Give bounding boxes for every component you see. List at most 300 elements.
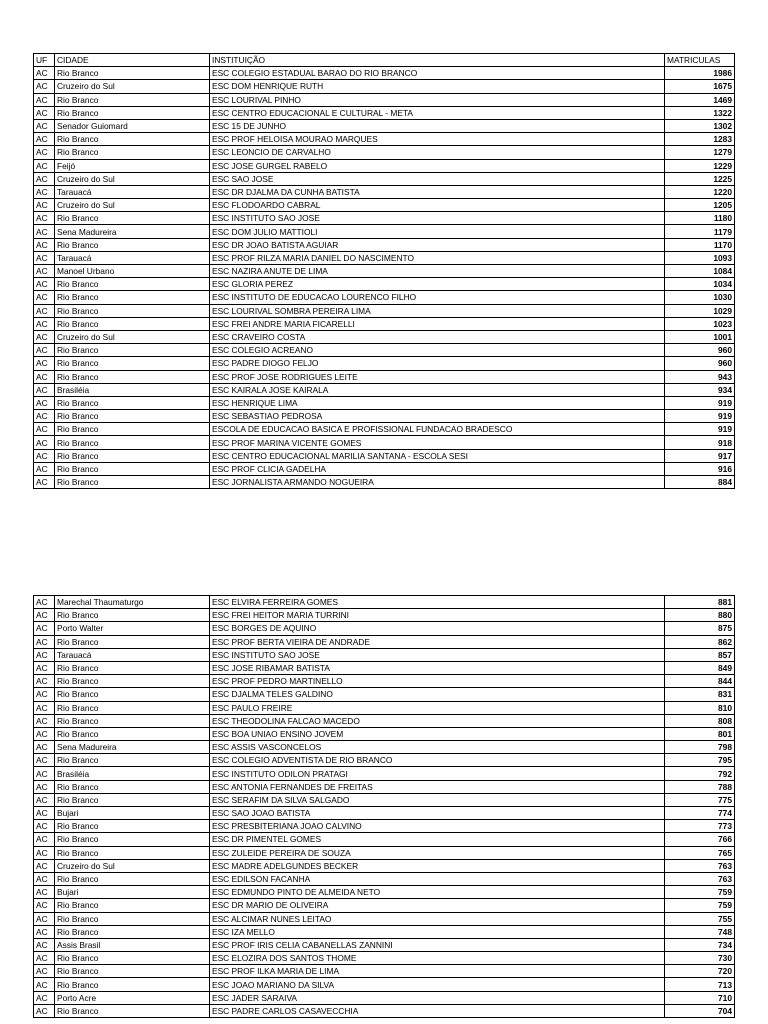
cell-matriculas: 934	[665, 383, 735, 396]
cell-cidade: Porto Walter	[55, 622, 210, 635]
cell-uf: AC	[34, 146, 55, 159]
cell-cidade: Rio Branco	[55, 714, 210, 727]
cell-instituicao: ESC BORGES DE AQUINO	[210, 622, 665, 635]
table-row	[34, 344, 735, 357]
cell-instituicao: ESC INSTITUTO SAO JOSE	[210, 212, 665, 225]
cell-matriculas: 1023	[665, 317, 735, 330]
cell-matriculas: 1322	[665, 106, 735, 119]
table-row	[34, 159, 735, 172]
cell-uf: AC	[34, 807, 55, 820]
cell-instituicao: ESC SAO JOSE	[210, 172, 665, 185]
cell-uf: AC	[34, 714, 55, 727]
table-row	[34, 396, 735, 409]
cell-matriculas: 763	[665, 859, 735, 872]
cell-matriculas: 748	[665, 925, 735, 938]
cell-instituicao: ESC CENTRO EDUCACIONAL MARILIA SANTANA - ESCOLA SESI	[210, 449, 665, 462]
cell-cidade: Rio Branco	[55, 291, 210, 304]
cell-cidade: Rio Branco	[55, 238, 210, 251]
cell-uf: AC	[34, 238, 55, 251]
cell-matriculas: 884	[665, 476, 735, 489]
cell-matriculas: 919	[665, 396, 735, 409]
cell-uf: AC	[34, 925, 55, 938]
cell-matriculas: 766	[665, 833, 735, 846]
cell-uf: AC	[34, 767, 55, 780]
cell-cidade: Cruzeiro do Sul	[55, 172, 210, 185]
cell-instituicao: ESC INSTITUTO DE EDUCACAO LOURENCO FILHO	[210, 291, 665, 304]
cell-uf: AC	[34, 859, 55, 872]
table-row	[34, 436, 735, 449]
table-row	[34, 106, 735, 119]
cell-matriculas: 763	[665, 872, 735, 885]
table-row	[34, 410, 735, 423]
cell-matriculas: 710	[665, 991, 735, 1004]
cell-uf: AC	[34, 648, 55, 661]
cell-matriculas: 759	[665, 886, 735, 899]
cell-matriculas: 1205	[665, 199, 735, 212]
cell-cidade: Porto Acre	[55, 991, 210, 1004]
cell-matriculas: 775	[665, 793, 735, 806]
cell-instituicao: ESC INSTITUTO ODILON PRATAGI	[210, 767, 665, 780]
cell-matriculas: 849	[665, 661, 735, 674]
cell-cidade: Marechal Thaumaturgo	[55, 596, 210, 609]
cell-cidade: Rio Branco	[55, 661, 210, 674]
cell-cidade: Rio Branco	[55, 912, 210, 925]
cell-matriculas: 1093	[665, 251, 735, 264]
cell-instituicao: ESC PROF HELOISA MOURAO MARQUES	[210, 133, 665, 146]
cell-cidade: Rio Branco	[55, 278, 210, 291]
cell-matriculas: 1229	[665, 159, 735, 172]
cell-instituicao: ESC ASSIS VASCONCELOS	[210, 741, 665, 754]
table-row	[34, 886, 735, 899]
cell-cidade: Rio Branco	[55, 635, 210, 648]
table-row	[34, 212, 735, 225]
cell-cidade: Rio Branco	[55, 675, 210, 688]
cell-uf: AC	[34, 383, 55, 396]
cell-uf: AC	[34, 462, 55, 475]
cell-uf: AC	[34, 886, 55, 899]
cell-instituicao: ESC PROF ILKA MARIA DE LIMA	[210, 965, 665, 978]
cell-matriculas: 1170	[665, 238, 735, 251]
cell-cidade: Brasiléia	[55, 767, 210, 780]
table-row	[34, 251, 735, 264]
cell-instituicao: ESC PROF BERTA VIEIRA DE ANDRADE	[210, 635, 665, 648]
cell-cidade: Senador Guiomard	[55, 119, 210, 132]
cell-instituicao: ESC LEONCIO DE CARVALHO	[210, 146, 665, 159]
cell-uf: AC	[34, 741, 55, 754]
table-row	[34, 820, 735, 833]
header-instituicao: INSTITUIÇÃO	[210, 54, 665, 67]
cell-uf: AC	[34, 423, 55, 436]
cell-uf: AC	[34, 225, 55, 238]
cell-uf: AC	[34, 291, 55, 304]
cell-uf: AC	[34, 833, 55, 846]
cell-cidade: Rio Branco	[55, 67, 210, 80]
cell-uf: AC	[34, 212, 55, 225]
cell-cidade: Rio Branco	[55, 423, 210, 436]
cell-cidade: Rio Branco	[55, 793, 210, 806]
table-row	[34, 199, 735, 212]
cell-cidade: Rio Branco	[55, 133, 210, 146]
cell-uf: AC	[34, 199, 55, 212]
cell-instituicao: ESC LOURIVAL SOMBRA PEREIRA LIMA	[210, 304, 665, 317]
cell-uf: AC	[34, 476, 55, 489]
header-uf: UF	[34, 54, 55, 67]
cell-matriculas: 1220	[665, 185, 735, 198]
cell-instituicao: ESC THEODOLINA FALCAO MACEDO	[210, 714, 665, 727]
header-cidade: CIDADE	[55, 54, 210, 67]
cell-uf: AC	[34, 661, 55, 674]
cell-instituicao: ESC COLEGIO ESTADUAL BARAO DO RIO BRANCO	[210, 67, 665, 80]
cell-instituicao: ESC CRAVEIRO COSTA	[210, 330, 665, 343]
cell-matriculas: 1084	[665, 265, 735, 278]
cell-matriculas: 1225	[665, 172, 735, 185]
table-row	[34, 278, 735, 291]
cell-cidade: Rio Branco	[55, 212, 210, 225]
cell-matriculas: 810	[665, 701, 735, 714]
table-row	[34, 449, 735, 462]
cell-matriculas: 713	[665, 978, 735, 991]
cell-instituicao: ESC INSTITUTO SAO JOSE	[210, 648, 665, 661]
cell-uf: AC	[34, 449, 55, 462]
cell-matriculas: 755	[665, 912, 735, 925]
cell-uf: AC	[34, 609, 55, 622]
cell-cidade: Rio Branco	[55, 106, 210, 119]
cell-uf: AC	[34, 304, 55, 317]
cell-instituicao: ESC PROF MARINA VICENTE GOMES	[210, 436, 665, 449]
cell-cidade: Rio Branco	[55, 436, 210, 449]
cell-matriculas: 759	[665, 899, 735, 912]
cell-cidade: Tarauacá	[55, 648, 210, 661]
cell-cidade: Rio Branco	[55, 93, 210, 106]
cell-matriculas: 765	[665, 846, 735, 859]
table-row	[34, 688, 735, 701]
cell-uf: AC	[34, 991, 55, 1004]
table-row	[34, 119, 735, 132]
table-row	[34, 462, 735, 475]
table-row	[34, 793, 735, 806]
cell-uf: AC	[34, 727, 55, 740]
cell-matriculas: 798	[665, 741, 735, 754]
cell-matriculas: 857	[665, 648, 735, 661]
table-row	[34, 978, 735, 991]
table-row	[34, 899, 735, 912]
cell-instituicao: ESC COLEGIO ACREANO	[210, 344, 665, 357]
table-row	[34, 370, 735, 383]
cell-matriculas: 1030	[665, 291, 735, 304]
cell-cidade: Rio Branco	[55, 872, 210, 885]
table-header-row	[34, 54, 735, 67]
cell-uf: AC	[34, 596, 55, 609]
cell-instituicao: ESC FREI HEITOR MARIA TURRINI	[210, 609, 665, 622]
table-row	[34, 780, 735, 793]
cell-matriculas: 943	[665, 370, 735, 383]
table-row	[34, 609, 735, 622]
cell-instituicao: ESC GLORIA PEREZ	[210, 278, 665, 291]
cell-matriculas: 720	[665, 965, 735, 978]
cell-cidade: Rio Branco	[55, 317, 210, 330]
cell-cidade: Rio Branco	[55, 476, 210, 489]
cell-cidade: Rio Branco	[55, 357, 210, 370]
cell-uf: AC	[34, 820, 55, 833]
cell-uf: AC	[34, 251, 55, 264]
cell-instituicao: ESC PROF RILZA MARIA DANIEL DO NASCIMENTO	[210, 251, 665, 264]
cell-matriculas: 1034	[665, 278, 735, 291]
cell-cidade: Brasiléia	[55, 383, 210, 396]
cell-matriculas: 1469	[665, 93, 735, 106]
cell-uf: AC	[34, 357, 55, 370]
cell-matriculas: 801	[665, 727, 735, 740]
table-row	[34, 172, 735, 185]
cell-matriculas: 1179	[665, 225, 735, 238]
cell-instituicao: ESC DOM HENRIQUE RUTH	[210, 80, 665, 93]
cell-instituicao: ESC DR MARIO DE OLIVEIRA	[210, 899, 665, 912]
cell-cidade: Rio Branco	[55, 462, 210, 475]
cell-uf: AC	[34, 159, 55, 172]
cell-cidade: Rio Branco	[55, 609, 210, 622]
cell-cidade: Rio Branco	[55, 978, 210, 991]
table-row	[34, 859, 735, 872]
cell-instituicao: ESC JOSE GURGEL RABELO	[210, 159, 665, 172]
cell-instituicao: ESC PAULO FREIRE	[210, 701, 665, 714]
table-row	[34, 133, 735, 146]
cell-matriculas: 831	[665, 688, 735, 701]
cell-instituicao: ESC FREI ANDRE MARIA FICARELLI	[210, 317, 665, 330]
cell-cidade: Rio Branco	[55, 449, 210, 462]
cell-uf: AC	[34, 436, 55, 449]
cell-matriculas: 795	[665, 754, 735, 767]
cell-cidade: Rio Branco	[55, 370, 210, 383]
cell-matriculas: 1675	[665, 80, 735, 93]
cell-matriculas: 960	[665, 357, 735, 370]
cell-cidade: Sena Madureira	[55, 225, 210, 238]
cell-instituicao: ESC PRESBITERIANA JOAO CALVINO	[210, 820, 665, 833]
table-row	[34, 727, 735, 740]
cell-matriculas: 792	[665, 767, 735, 780]
cell-uf: AC	[34, 330, 55, 343]
cell-cidade: Rio Branco	[55, 899, 210, 912]
cell-instituicao: ESC JOSE RIBAMAR BATISTA	[210, 661, 665, 674]
cell-uf: AC	[34, 635, 55, 648]
cell-instituicao: ESC ALCIMAR NUNES LEITAO	[210, 912, 665, 925]
cell-cidade: Rio Branco	[55, 688, 210, 701]
cell-cidade: Rio Branco	[55, 344, 210, 357]
table-row	[34, 675, 735, 688]
cell-uf: AC	[34, 846, 55, 859]
cell-instituicao: ESC FLODOARDO CABRAL	[210, 199, 665, 212]
cell-cidade: Cruzeiro do Sul	[55, 330, 210, 343]
cell-instituicao: ESC SEBASTIAO PEDROSA	[210, 410, 665, 423]
table-row	[34, 357, 735, 370]
cell-uf: AC	[34, 978, 55, 991]
cell-instituicao: ESC MADRE ADELGUNDES BECKER	[210, 859, 665, 872]
cell-instituicao: ESC NAZIRA ANUTE DE LIMA	[210, 265, 665, 278]
cell-instituicao: ESC IZA MELLO	[210, 925, 665, 938]
cell-instituicao: ESC PROF JOSE RODRIGUES LEITE	[210, 370, 665, 383]
table-row	[34, 185, 735, 198]
table-row	[34, 846, 735, 859]
cell-cidade: Bujari	[55, 886, 210, 899]
table-row	[34, 423, 735, 436]
table-row	[34, 622, 735, 635]
cell-instituicao: ESC ELOZIRA DOS SANTOS THOME	[210, 952, 665, 965]
cell-instituicao: ESC PROF CLICIA GADELHA	[210, 462, 665, 475]
table-row	[34, 1004, 735, 1017]
table-row	[34, 807, 735, 820]
cell-cidade: Rio Branco	[55, 833, 210, 846]
cell-instituicao: ESC DOM JULIO MATTIOLI	[210, 225, 665, 238]
table-row	[34, 938, 735, 951]
table-row	[34, 741, 735, 754]
cell-uf: AC	[34, 912, 55, 925]
cell-uf: AC	[34, 780, 55, 793]
table-row	[34, 330, 735, 343]
table-row	[34, 80, 735, 93]
enrollment-table-bottom	[33, 595, 735, 1018]
cell-instituicao: ESCOLA DE EDUCACAO BASICA E PROFISSIONAL FUNDACAO BRADESCO	[210, 423, 665, 436]
cell-uf: AC	[34, 701, 55, 714]
cell-cidade: Cruzeiro do Sul	[55, 859, 210, 872]
cell-uf: AC	[34, 93, 55, 106]
cell-uf: AC	[34, 622, 55, 635]
table-row	[34, 317, 735, 330]
cell-uf: AC	[34, 872, 55, 885]
cell-instituicao: ESC DR DJALMA DA CUNHA BATISTA	[210, 185, 665, 198]
cell-uf: AC	[34, 370, 55, 383]
table-row	[34, 991, 735, 1004]
cell-cidade: Rio Branco	[55, 754, 210, 767]
cell-matriculas: 1986	[665, 67, 735, 80]
cell-uf: AC	[34, 106, 55, 119]
cell-matriculas: 1001	[665, 330, 735, 343]
cell-matriculas: 704	[665, 1004, 735, 1017]
cell-uf: AC	[34, 133, 55, 146]
cell-instituicao: ESC ZULEIDE PEREIRA DE SOUZA	[210, 846, 665, 859]
cell-cidade: Rio Branco	[55, 304, 210, 317]
cell-uf: AC	[34, 265, 55, 278]
cell-matriculas: 1302	[665, 119, 735, 132]
cell-uf: AC	[34, 80, 55, 93]
cell-uf: AC	[34, 688, 55, 701]
cell-cidade: Rio Branco	[55, 846, 210, 859]
cell-matriculas: 1279	[665, 146, 735, 159]
cell-instituicao: ESC KAIRALA JOSE KAIRALA	[210, 383, 665, 396]
cell-instituicao: ESC BOA UNIAO ENSINO JOVEM	[210, 727, 665, 740]
cell-instituicao: ESC DR PIMENTEL GOMES	[210, 833, 665, 846]
cell-matriculas: 844	[665, 675, 735, 688]
cell-matriculas: 881	[665, 596, 735, 609]
cell-instituicao: ESC DR JOAO BATISTA AGUIAR	[210, 238, 665, 251]
cell-cidade: Rio Branco	[55, 965, 210, 978]
cell-uf: AC	[34, 952, 55, 965]
cell-matriculas: 773	[665, 820, 735, 833]
cell-instituicao: ESC SAO JOAO BATISTA	[210, 807, 665, 820]
table-row	[34, 701, 735, 714]
cell-cidade: Cruzeiro do Sul	[55, 199, 210, 212]
cell-instituicao: ESC LOURIVAL PINHO	[210, 93, 665, 106]
cell-matriculas: 734	[665, 938, 735, 951]
cell-cidade: Assis Brasil	[55, 938, 210, 951]
cell-uf: AC	[34, 899, 55, 912]
cell-instituicao: ESC DJALMA TELES GALDINO	[210, 688, 665, 701]
table-row	[34, 146, 735, 159]
table-row	[34, 952, 735, 965]
table-row	[34, 754, 735, 767]
table-body	[34, 596, 735, 1018]
cell-cidade: Rio Branco	[55, 727, 210, 740]
cell-cidade: Rio Branco	[55, 925, 210, 938]
cell-matriculas: 875	[665, 622, 735, 635]
cell-instituicao: ESC PADRE CARLOS CASAVECCHIA	[210, 1004, 665, 1017]
cell-cidade: Manoel Urbano	[55, 265, 210, 278]
cell-matriculas: 960	[665, 344, 735, 357]
table-row	[34, 596, 735, 609]
table-row	[34, 225, 735, 238]
enrollment-table-top	[33, 53, 735, 489]
cell-instituicao: ESC 15 DE JUNHO	[210, 119, 665, 132]
cell-instituicao: ESC PROF PEDRO MARTINELLO	[210, 675, 665, 688]
cell-instituicao: ESC EDMUNDO PINTO DE ALMEIDA NETO	[210, 886, 665, 899]
cell-instituicao: ESC EDILSON FACANHA	[210, 872, 665, 885]
table-row	[34, 291, 735, 304]
table-body	[34, 54, 735, 489]
table-row	[34, 661, 735, 674]
table-row	[34, 648, 735, 661]
cell-cidade: Rio Branco	[55, 410, 210, 423]
cell-uf: AC	[34, 410, 55, 423]
cell-uf: AC	[34, 278, 55, 291]
cell-cidade: Tarauacá	[55, 251, 210, 264]
table-row	[34, 383, 735, 396]
table-row	[34, 872, 735, 885]
cell-instituicao: ESC ELVIRA FERREIRA GOMES	[210, 596, 665, 609]
table-row	[34, 93, 735, 106]
cell-instituicao: ESC JORNALISTA ARMANDO NOGUEIRA	[210, 476, 665, 489]
cell-uf: AC	[34, 317, 55, 330]
table-row	[34, 925, 735, 938]
cell-uf: AC	[34, 938, 55, 951]
cell-uf: AC	[34, 1004, 55, 1017]
cell-matriculas: 917	[665, 449, 735, 462]
cell-cidade: Bujari	[55, 807, 210, 820]
cell-uf: AC	[34, 119, 55, 132]
cell-cidade: Rio Branco	[55, 146, 210, 159]
cell-uf: AC	[34, 67, 55, 80]
cell-matriculas: 919	[665, 410, 735, 423]
cell-cidade: Tarauacá	[55, 185, 210, 198]
table-row	[34, 67, 735, 80]
cell-cidade: Rio Branco	[55, 701, 210, 714]
cell-uf: AC	[34, 754, 55, 767]
cell-instituicao: ESC JADER SARAIVA	[210, 991, 665, 1004]
cell-uf: AC	[34, 185, 55, 198]
cell-matriculas: 916	[665, 462, 735, 475]
cell-uf: AC	[34, 965, 55, 978]
cell-instituicao: ESC PADRE DIOGO FELJO	[210, 357, 665, 370]
table-row	[34, 476, 735, 489]
cell-uf: AC	[34, 396, 55, 409]
header-matriculas: MATRICULAS	[665, 54, 735, 67]
table-row	[34, 767, 735, 780]
cell-instituicao: ESC CENTRO EDUCACIONAL E CULTURAL - META	[210, 106, 665, 119]
cell-uf: AC	[34, 675, 55, 688]
cell-uf: AC	[34, 344, 55, 357]
table-row	[34, 635, 735, 648]
cell-cidade: Rio Branco	[55, 780, 210, 793]
cell-instituicao: ESC COLEGIO ADVENTISTA DE RIO BRANCO	[210, 754, 665, 767]
table-row	[34, 714, 735, 727]
cell-instituicao: ESC JOAO MARIANO DA SILVA	[210, 978, 665, 991]
table-row	[34, 304, 735, 317]
